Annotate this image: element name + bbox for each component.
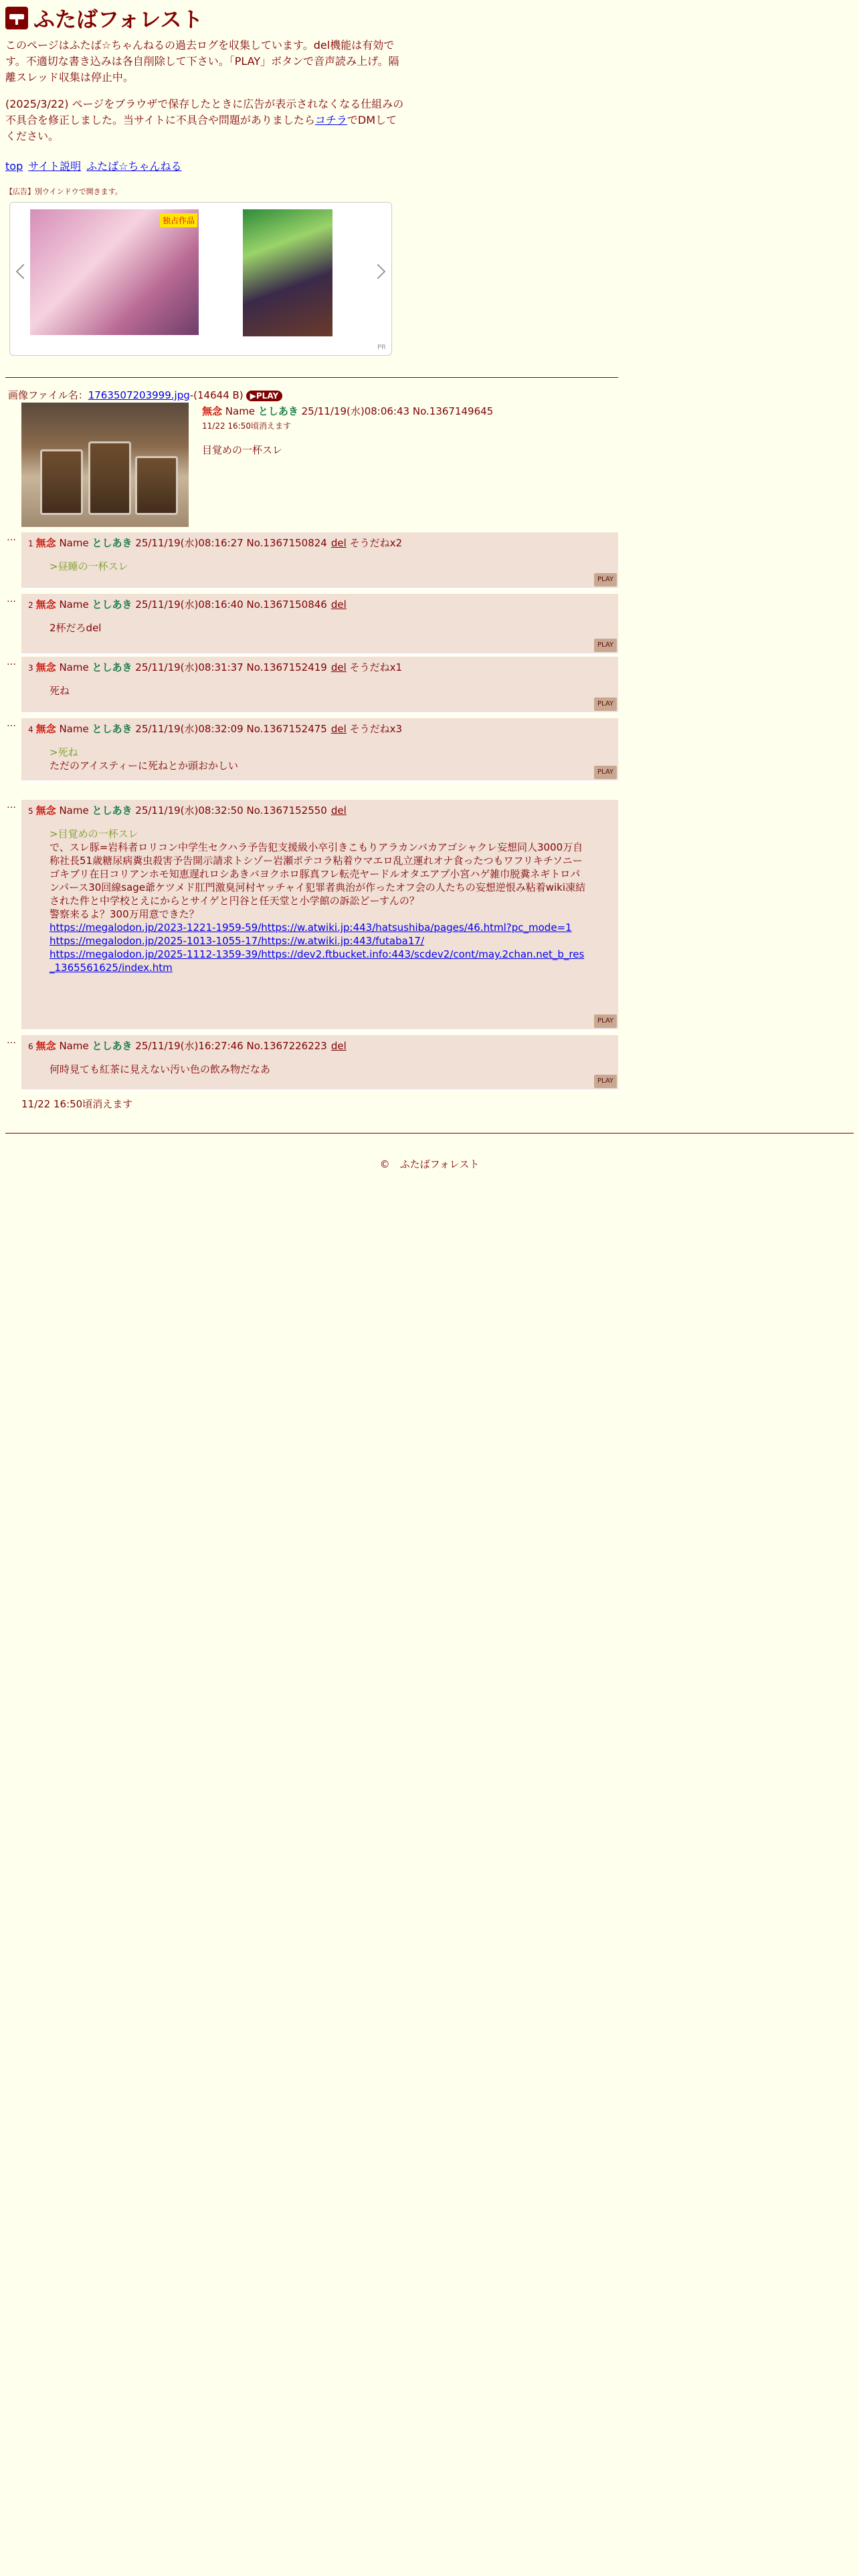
- reply-name-label: Name: [59, 599, 89, 611]
- reply-number: 6: [28, 1042, 33, 1051]
- reply-name-label: Name: [59, 1040, 89, 1052]
- glass-shape: [40, 449, 83, 515]
- ad-note: 【広告】別ウインドウで開きます。: [5, 187, 122, 196]
- ad-banner-1[interactable]: [30, 209, 199, 335]
- sodane-button[interactable]: そうだねx3: [349, 723, 402, 735]
- reply-date: 25/11/19(水)08:32:50: [135, 804, 244, 817]
- reply-name-label: Name: [59, 723, 89, 735]
- reply-text: 死ね: [50, 685, 70, 697]
- reply-post: [21, 800, 618, 1031]
- reply-row: [5, 594, 618, 655]
- ad-banner-2[interactable]: [243, 209, 332, 336]
- reply-subject: 無念: [35, 537, 56, 549]
- reply-post: [21, 594, 618, 655]
- reply-menu-icon[interactable]: …: [7, 1035, 16, 1046]
- reply-body: [50, 560, 613, 573]
- site-notice-2: [5, 96, 407, 144]
- reply-name: としあき: [92, 804, 132, 817]
- op-play-button[interactable]: ▶PLAY: [246, 391, 283, 401]
- reply-header: [28, 1039, 613, 1053]
- reply-body: [50, 1063, 613, 1076]
- reply-number: 3: [28, 663, 33, 673]
- op-text: 目覚めの一杯スレ: [202, 444, 283, 456]
- glass-shape: [88, 441, 131, 515]
- reply-post: [21, 657, 618, 714]
- nav-guide-link[interactable]: サイト説明: [28, 160, 82, 173]
- reply-play-button[interactable]: PLAY: [594, 1014, 617, 1028]
- divider: [5, 377, 618, 378]
- reply-name: としあき: [92, 537, 132, 549]
- reply-no[interactable]: No.1367226223: [246, 1040, 327, 1052]
- reply-menu-icon[interactable]: …: [7, 657, 16, 667]
- reply-header: [28, 722, 613, 736]
- footer-divider: [5, 1133, 854, 1134]
- op-file-info: 画像ファイル名：1763507203999.jpg-(14644 B) ▶PLAY: [8, 388, 282, 402]
- reply-name: としあき: [92, 599, 132, 611]
- reply-subject: 無念: [35, 661, 56, 673]
- reply-header: [28, 661, 613, 675]
- reply-play-button[interactable]: PLAY: [594, 573, 617, 586]
- reply-row: [5, 657, 618, 714]
- reply-row: [5, 718, 618, 782]
- reply-subject: 無念: [35, 723, 56, 735]
- sodane-button[interactable]: そうだねx1: [349, 661, 402, 673]
- ad-pr-label: PR: [377, 344, 386, 351]
- reply-body: [50, 746, 613, 772]
- reply-external-link[interactable]: https://megalodon.jp/2023-1221-1959-59/https://w.atwiki.jp:443/hatsushiba/pages/46.html?pc_mode=1: [50, 922, 572, 934]
- reply-play-button[interactable]: PLAY: [594, 766, 617, 779]
- notice-text-2: (2025/3/22) ページをブラウザで保存したときに広告が表示されなくなる仕組みの不具合を修正しました。当サイトに不具合や問題がありましたらコチラでDMしてください。: [5, 98, 404, 142]
- reply-no[interactable]: No.1367150824: [246, 537, 327, 549]
- reply-date: 25/11/19(水)08:31:37: [135, 661, 244, 673]
- top-nav: [5, 158, 187, 173]
- op-file-link[interactable]: 1763507203999.jpg: [88, 389, 190, 401]
- del-link[interactable]: del: [330, 661, 347, 673]
- reply-name: としあき: [92, 661, 132, 673]
- reply-row: [5, 800, 618, 1031]
- reply-subject: 無念: [35, 804, 56, 817]
- footer: © ふたばフォレスト: [379, 1158, 480, 1170]
- reply-quote: >死ね: [50, 746, 78, 758]
- site-header: [5, 3, 203, 33]
- ad-carousel: [9, 202, 392, 356]
- reply-row: [5, 532, 618, 590]
- reply-body: [50, 827, 613, 974]
- reply-quote: >目覚めの一杯スレ: [50, 828, 138, 840]
- op-post: [202, 404, 617, 457]
- reply-number: 5: [28, 807, 33, 816]
- op-image[interactable]: [21, 403, 189, 527]
- reply-name-label: Name: [59, 804, 89, 817]
- sodane-button[interactable]: そうだねx2: [349, 537, 402, 549]
- del-link[interactable]: del: [330, 599, 347, 611]
- reply-name-label: Name: [59, 537, 89, 549]
- reply-header: [28, 804, 613, 818]
- reply-text: 何時見ても紅茶に見えない汚い色の飲み物だなあ: [50, 1063, 271, 1075]
- reply-header: [28, 536, 613, 550]
- reply-number: 2: [28, 601, 33, 610]
- op-expire: 11/22 16:50頃消えます: [202, 421, 291, 431]
- del-link[interactable]: del: [330, 723, 347, 735]
- reply-no[interactable]: No.1367150846: [246, 599, 327, 611]
- reply-number: 4: [28, 725, 33, 734]
- del-link[interactable]: del: [330, 1040, 347, 1052]
- reply-external-link[interactable]: https://megalodon.jp/2025-1112-1359-39/https://dev2.ftbucket.info:443/scdev2/cont/may.2chan.net_b_res_1365561625/index.htm: [50, 948, 585, 974]
- reply-name-label: Name: [59, 661, 89, 673]
- reply-quote: >昼睡の一杯スレ: [50, 560, 128, 572]
- reply-text: 2杯だろdel: [50, 622, 102, 634]
- del-link[interactable]: del: [330, 537, 347, 549]
- reply-no[interactable]: No.1367152419: [246, 661, 327, 673]
- nav-top-link[interactable]: top: [5, 160, 23, 173]
- reply-row: [5, 1035, 618, 1091]
- reply-date: 25/11/19(水)08:16:40: [135, 599, 244, 611]
- chevron-left-icon[interactable]: [16, 264, 31, 280]
- reply-menu-icon[interactable]: …: [7, 718, 16, 729]
- contact-link[interactable]: コチラ: [314, 114, 347, 126]
- op-header: 無念 Name としあき 25/11/19(水)08:06:43 No.1367149645: [202, 405, 494, 417]
- reply-subject: 無念: [35, 599, 56, 611]
- reply-no[interactable]: No.1367152550: [246, 804, 327, 817]
- reply-number: 1: [28, 539, 33, 548]
- reply-menu-icon[interactable]: …: [7, 594, 16, 605]
- exclusive-badge: 独占作品: [160, 213, 197, 227]
- reply-play-button[interactable]: PLAY: [594, 639, 617, 652]
- reply-body: [50, 621, 613, 635]
- reply-date: 25/11/19(水)08:32:09: [135, 723, 244, 735]
- reply-play-button[interactable]: PLAY: [594, 697, 617, 711]
- nav-futaba-link[interactable]: ふたば☆ちゃんねる: [86, 160, 182, 173]
- reply-text: で、スレ豚=岩科者ロリコン中学生セクハラ予告犯支援級小卒引きこもりアラカンバカアゴシャクレ妄想同人3000万自称社長51歳糖尿病糞虫殺害予告開示請求トシゾー岩瀬ポテコラ粘着ウマエロ乱立運れオナ食ったつもワフリキチソニーゴキブリ在日コリアンホモ知恵遅れロシあきバヨクホロ豚真フレ転売ヤードルオタエアプ小宮ハゲ雑巾脱糞ネギトロパンパース30回線sage爺ケツメド肛門激臭河村ヤッチャイ犯罪者典治が作ったオフ会の人たちの妄想逆恨み粘着wiki凍結された件と中学校とえにからとサイゲと円谷と任天堂と小学館の訴訟どーすんの？ 警察来るよ？300万用意できた？: [50, 841, 585, 920]
- chevron-right-icon[interactable]: [371, 264, 386, 280]
- reply-menu-icon[interactable]: …: [7, 532, 16, 543]
- reply-body: [50, 684, 613, 697]
- del-link[interactable]: del: [330, 804, 347, 817]
- notice-text-1: このページはふたば☆ちゃんねるの過去ログを収集しています。del機能は有効です。不適切な書き込みは各自削除して下さい。「PLAY」ボタンで音声読み上げ。隔離スレッド収集は停止中。: [5, 39, 399, 84]
- reply-text: ただのアイスティーに死ねとか頭おかしい: [50, 760, 239, 772]
- reply-post: [21, 718, 618, 782]
- reply-play-button[interactable]: PLAY: [594, 1075, 617, 1088]
- reply-external-link[interactable]: https://megalodon.jp/2025-1013-1055-17/https://w.atwiki.jp:443/futaba17/: [50, 935, 424, 947]
- reply-post: [21, 532, 618, 590]
- reply-no[interactable]: No.1367152475: [246, 723, 327, 735]
- reply-header: [28, 598, 613, 612]
- reply-name: としあき: [92, 1040, 132, 1052]
- reply-name: としあき: [92, 723, 132, 735]
- reply-menu-icon[interactable]: …: [7, 800, 16, 811]
- thread-expire: 11/22 16:50頃消えます: [21, 1098, 133, 1110]
- reply-post: [21, 1035, 618, 1091]
- reply-subject: 無念: [35, 1040, 56, 1052]
- site-title[interactable]: ふたばフォレスト: [33, 7, 203, 32]
- forest-logo-icon[interactable]: [5, 7, 28, 29]
- reply-date: 25/11/19(水)08:16:27: [135, 537, 244, 549]
- glass-shape: [135, 456, 178, 515]
- site-notice: [5, 37, 407, 86]
- reply-date: 25/11/19(水)16:27:46: [135, 1040, 244, 1052]
